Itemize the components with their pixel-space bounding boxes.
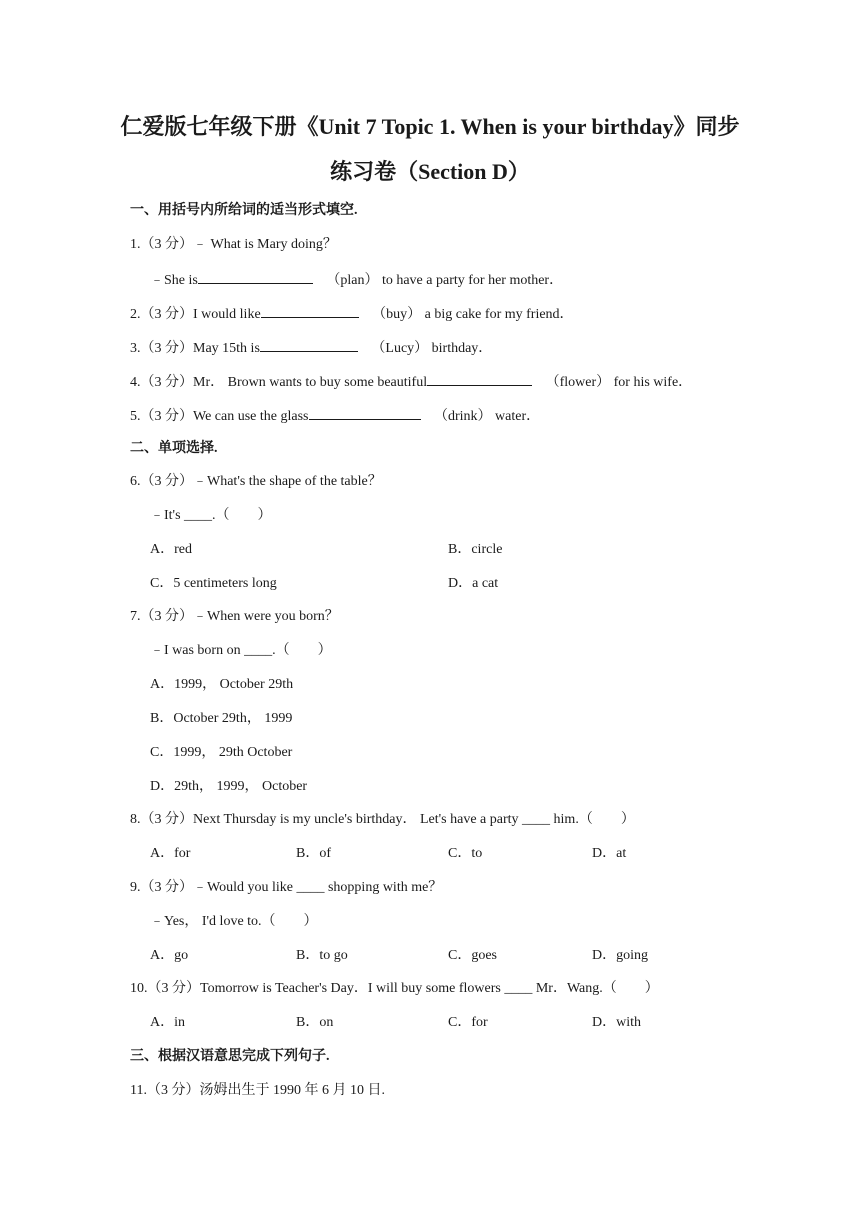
q10-option-d[interactable]: D．with [592,1015,641,1030]
q6-option-b[interactable]: B．circle [448,542,503,557]
q7-option-a[interactable]: A．1999， October 29th [150,677,294,692]
q8-option-a[interactable]: A．for [150,846,191,861]
q9-option-a[interactable]: A．go [150,948,189,963]
q5-blank[interactable] [309,405,421,420]
q1-answer-line [150,269,563,291]
q3-line [130,337,492,359]
q10-option-b[interactable]: B．on [296,1015,334,1030]
q4-blank[interactable] [427,371,532,386]
title-line-2: 练习卷（Section D） [330,159,530,184]
q6-option-d[interactable]: D．a cat [448,576,499,591]
q7-stem: 7.（3 分）﹣When were you born？ [130,609,339,624]
q4-suffix: （flower） for his wife． [545,375,693,390]
q6-stem: 6.（3 分）﹣What's the shape of the table？ [130,474,382,489]
q10-option-a[interactable]: A．in [150,1015,185,1030]
q9-option-c[interactable]: C．goes [448,948,497,963]
q7-option-c[interactable]: C．1999， 29th October [150,745,293,760]
q7-option-d[interactable]: D．29th， 1999， October [150,779,308,794]
q3-prefix: 3.（3 分）May 15th is [130,341,260,356]
q1-suffix: （plan） to have a party for her mother． [326,273,564,288]
q6-option-a[interactable]: A．red [150,542,192,557]
q2-blank[interactable] [261,303,359,318]
q5-prefix: 5.（3 分）We can use the glass [130,409,309,424]
q5-suffix: （drink） water． [434,409,541,424]
section-1-heading: 一、用括号内所给词的适当形式填空. [130,203,358,218]
q1-stem: 1.（3 分）﹣ What is Mary doing？ [130,237,337,252]
q1-prefix: ﹣She is [150,273,198,288]
q7-option-b[interactable]: B．October 29th， 1999 [150,711,293,726]
q2-suffix: （buy） a big cake for my friend． [372,307,574,322]
q9-option-d[interactable]: D．going [592,948,648,963]
q10-stem: 10.（3 分）Tomorrow is Teacher's Day．I will buy some flowers ____ Mr．Wang.（ ） [130,981,659,996]
q11-stem: 11.（3 分）汤姆出生于 1990 年 6 月 10 日. [130,1083,385,1098]
q6-line-2: ﹣It's ____.（ ） [150,508,272,523]
q1-blank[interactable] [198,269,313,284]
q9-option-b[interactable]: B．to go [296,948,348,963]
q5-line [130,405,540,427]
q3-suffix: （Lucy） birthday． [371,341,493,356]
q9-stem: 9.（3 分）﹣Would you like ____ shopping with me？ [130,880,443,895]
q4-prefix: 4.（3 分）Mr． Brown wants to buy some beautiful [130,375,428,390]
section-3-heading: 三、根据汉语意思完成下列句子. [130,1049,330,1064]
q3-blank[interactable] [260,337,358,352]
q8-option-d[interactable]: D．at [592,846,627,861]
q8-option-b[interactable]: B．of [296,846,331,861]
title-line-1: 仁爱版七年级下册《Unit 7 Topic 1. When is your birthday》同步 [120,114,740,139]
q4-line [130,371,692,393]
q8-stem: 8.（3 分）Next Thursday is my uncle's birthday． Let's have a party ____ him.（ ） [130,812,635,827]
q10-option-c[interactable]: C．for [448,1015,488,1030]
q2-prefix: 2.（3 分）I would like [130,307,261,322]
q7-line-2: ﹣I was born on ____.（ ） [150,643,332,658]
q6-option-c[interactable]: C．5 centimeters long [150,576,277,591]
section-2-heading: 二、单项选择. [130,441,218,456]
q9-line-2: ﹣Yes， I'd love to.（ ） [150,914,318,929]
q8-option-c[interactable]: C．to [448,846,483,861]
q2-line [130,303,574,325]
